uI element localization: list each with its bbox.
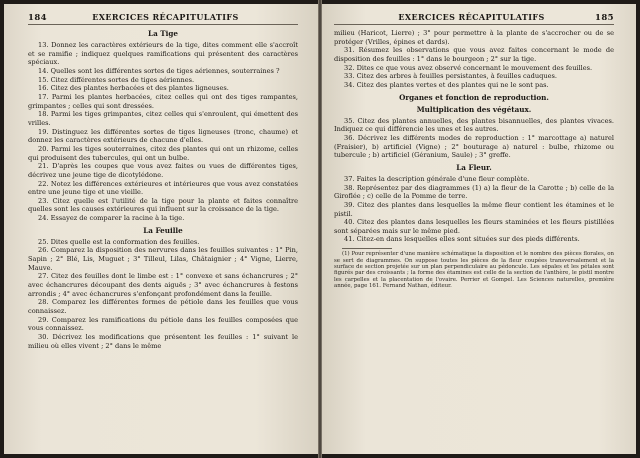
right-running-head: EXERCICES RÉCAPITULATIFS — [398, 12, 545, 22]
section-fleur-heading: La Fleur. — [456, 162, 492, 172]
exercise-item: 27. Citez des feuilles dont le limbe est : 1° convexe et sans échancrures ; 2° avec échancrures découpant des dents aiguës ; 3° avec échancrures à festons arrondis ; 4° avec échancrures s'enfonçant profondément dans la feuille. — [28, 272, 298, 298]
exercise-item: 29. Comparez les ramifications du pétiole dans les feuilles composées que vous connaissez. — [28, 315, 298, 333]
exercise-item: 18. Parmi les tiges grimpantes, citez celles qui s'enroulent, qui émettent des vrilles. — [28, 110, 298, 127]
left-running-head: EXERCICES RÉCAPITULATIFS — [92, 12, 239, 22]
exercise-item: 20. Parmi les tiges souterraines, citez des plantes qui ont un rhizome, celles qui produisent des tubercules, qui ont un bulbe. — [28, 144, 298, 162]
exercise-item: 26. Comparez la disposition des nervures dans les feuilles suivantes : 1° Pin, Sapin ; 2° Blé, Lis, Muguet ; 3° Tilleul, Lilas, Châtaignier ; 4° Vigne, Lierre, Mauve. — [28, 246, 298, 272]
section-multiplication-heading: Multiplication des végétaux. — [416, 104, 532, 114]
left-page-number: 184 — [28, 13, 47, 23]
exercise-item: 19. Distinguez les différentes sortes de tiges ligneuses (tronc, chaume) et donnez les caractères extérieurs de chacune d'elles. — [28, 127, 298, 145]
left-page — [4, 4, 318, 454]
exercise-item: 23. Citez quelle est l'utilité de la tige pour la plante et faites connaître quelles sont les causes extérieures qui influent sur la croissance de la tige. — [28, 196, 298, 214]
left-running-header — [28, 12, 298, 25]
section-feuille-heading: La Feuille — [143, 225, 183, 235]
right-page-number: 185 — [595, 13, 614, 23]
exercise-item: 17. Parmi les plantes herbacées, citez celles qui ont des tiges rampantes, grimpantes ; celles qui sont dressées. — [28, 92, 298, 110]
footnote: (1) Pour représenter d'une manière schématique la disposition et le nombre des pièces florales, on se sert de diagrammes. On suppose toutes les pièces de la fleur coupées transversalement et la surface de section projetée sur un plan perpendiculaire au pédoncule. Les sépales et les pétales sont figurés par des croissants ; la forme des étamines est celle de la section de l'anthère, le pistil montre les carpelles et la placentation de l'ovaire. Perrier et Gompel. Les Sciences naturelles, première année, page 161. Fernand Nathan, éditeur. — [334, 251, 614, 290]
exercise-item: 21. D'après les coupes que vous avez faites ou vues de différentes tiges, décrivez une jeune tige de dicotylédone. — [28, 162, 298, 179]
section-organes-heading: Organes et fonction de reproduction. — [399, 92, 549, 102]
exercise-item: 16. Citez des plantes herbacées et des plantes ligneuses. — [38, 84, 229, 93]
exercise-item: 24. Essayez de comparer la racine à la tige. — [38, 214, 185, 223]
exercise-item: 35. Citez des plantes annuelles, des plantes bisannuelles, des plantes vivaces. Indiquez ce qui différencie les unes et les autres. — [334, 116, 614, 134]
exercise-item: 25. Dites quelle est la conformation des feuilles. — [38, 237, 200, 246]
section-tige-heading: La Tige — [148, 29, 178, 38]
exercise-item: 34. Citez des plantes vertes et des plantes qui ne le sont pas. — [344, 80, 549, 89]
right-running-header — [334, 12, 614, 25]
exercise-item: 33. Citez des arbres à feuilles persistantes, à feuilles caduques. — [344, 72, 557, 81]
carryover-text: milieu (Haricot, Lierre) ; 3° pour permettre à la plante de s'accrocher ou de se protéger (Vrilles, épines et dards). — [334, 29, 614, 46]
right-page — [322, 4, 636, 454]
exercise-item: 40. Citez des plantes dans lesquelles les fleurs staminées et les fleurs pistillées sont séparées mais sur le même pied. — [334, 218, 614, 235]
exercise-item: 41. Citez-en dans lesquelles elles sont situées sur des pieds différents. — [344, 235, 580, 244]
footnote-rule — [342, 248, 392, 249]
exercise-item: 22. Notez les différences extérieures et intérieures que vous avez constatées entre une jeune tige et une vieille. — [28, 179, 298, 197]
exercise-item: 15. Citez différentes sortes de tiges aériennes. — [38, 75, 195, 84]
exercise-item: 31. Résumez les observations que vous avez faites concernant le mode de disposition des feuilles : 1° dans le bourgeon ; 2° sur la tige. — [334, 46, 614, 63]
exercise-item: 30. Décrivez les modifications que présentent les feuilles : 1° suivant le milieu où elles vivent ; 2° dans le même — [28, 333, 298, 350]
exercise-item: 14. Quelles sont les différentes sortes de tiges aériennes, souterraines ? — [38, 66, 280, 75]
exercise-item: 38. Représentez par des diagrammes (1) a) la fleur de la Carotte ; b) celle de la Giroflée ; c) celle de la Pomme de terre. — [334, 183, 614, 201]
exercise-item: 13. Donnez les caractères extérieurs de la tige, dites comment elle s'accroît et se ramifie ; indiquez quelques ramifications qui présentent des caractères spéciaux. — [28, 41, 298, 67]
exercise-item: 32. Dites ce que vous avez observé concernant le mouvement des feuilles. — [344, 63, 593, 72]
exercise-item: 36. Décrivez les différents modes de reproduction : 1° marcottage a) naturel (Fraisier), b) artificiel (Vigne) ; 2° bouturage a) naturel : bulbe, rhizome ou tubercule ; b) artificiel (Géranium, Saule) ; 3° greffe. — [334, 133, 614, 160]
exercise-item: 39. Citez des plantes dans lesquelles la même fleur contient les étamines et le pistil. — [334, 200, 614, 218]
exercise-item: 28. Comparez les différentes formes de pétiole dans les feuilles que vous connaissez. — [28, 298, 298, 316]
exercise-item: 37. Faites la description générale d'une fleur complète. — [344, 174, 530, 183]
